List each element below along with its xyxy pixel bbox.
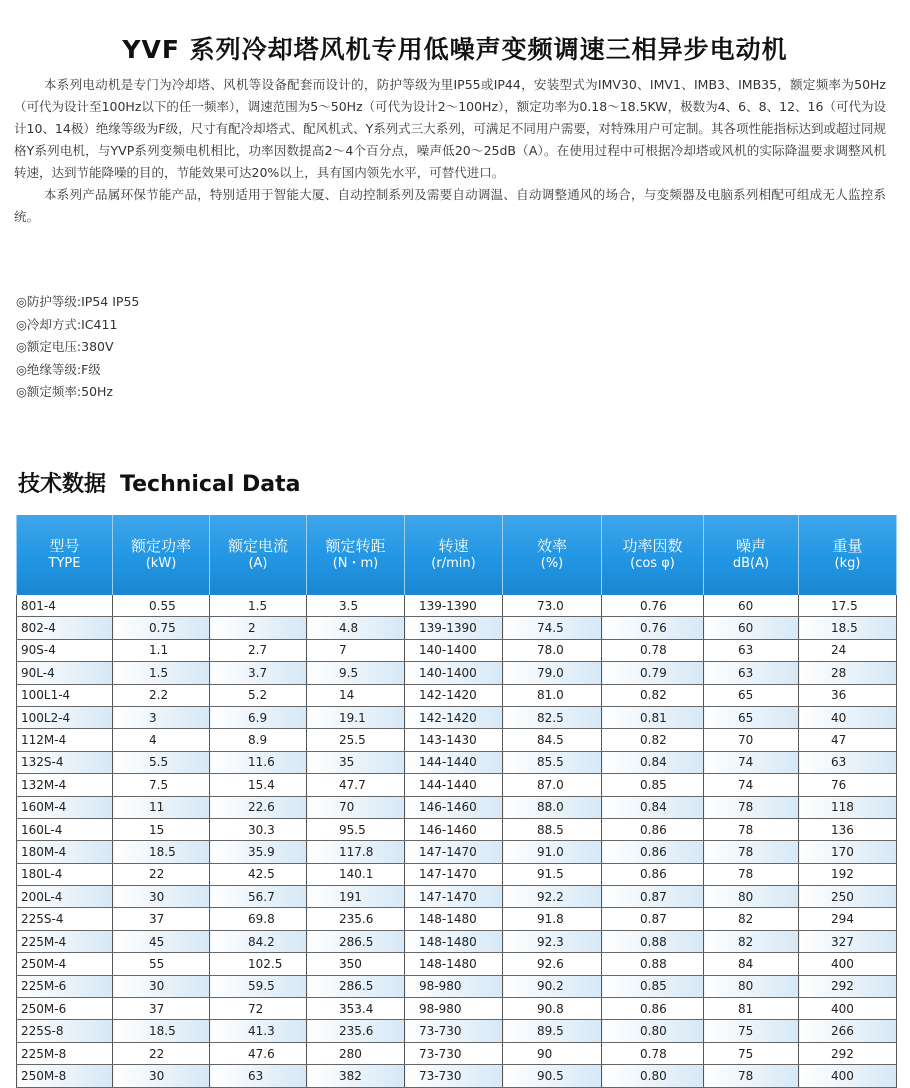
cell-power: 30: [113, 1065, 210, 1087]
table-row: [17, 617, 897, 639]
header-power-factor: [602, 515, 704, 595]
cell-power: 22: [113, 1042, 210, 1064]
cell-power-factor: 0.79: [602, 662, 704, 684]
cell-power: 55: [113, 953, 210, 975]
cell-speed: 144-1440: [405, 751, 503, 773]
cell-weight: 400: [799, 998, 897, 1020]
header-type: [17, 515, 113, 595]
header-power: [113, 515, 210, 595]
cell-speed: 142-1420: [405, 684, 503, 706]
cell-speed: 143-1430: [405, 729, 503, 751]
cell-torque: 280: [307, 1042, 405, 1064]
cell-power: 15: [113, 818, 210, 840]
header-efficiency-en: (%): [540, 556, 564, 571]
header-speed: [405, 515, 503, 595]
cell-type: 132M-4: [17, 774, 113, 796]
cell-power: 30: [113, 886, 210, 908]
cell-type: 250M-8: [17, 1065, 113, 1087]
cell-current: 5.2: [210, 684, 307, 706]
cell-speed: 148-1480: [405, 908, 503, 930]
cell-noise: 75: [704, 1042, 799, 1064]
cell-torque: 14: [307, 684, 405, 706]
cell-current: 2.7: [210, 639, 307, 661]
cell-power-factor: 0.84: [602, 796, 704, 818]
cell-efficiency: 87.0: [503, 774, 602, 796]
cell-efficiency: 84.5: [503, 729, 602, 751]
cell-weight: 400: [799, 953, 897, 975]
header-row: [17, 515, 897, 595]
cell-power-factor: 0.86: [602, 998, 704, 1020]
cell-torque: 70: [307, 796, 405, 818]
cell-weight: 118: [799, 796, 897, 818]
cell-power: 1.5: [113, 662, 210, 684]
intro-paragraph-2: 本系列产品属环保节能产品，特别适用于智能大厦、自动控制系列及需要自动调温、自动调整通风的场合，与变频器及电脑系列相配可组成无人监控系统。: [14, 187, 886, 224]
cell-type: 225M-4: [17, 930, 113, 952]
cell-power-factor: 0.87: [602, 908, 704, 930]
cell-type: 100L2-4: [17, 706, 113, 728]
cell-type: 90L-4: [17, 662, 113, 684]
intro-text: [14, 74, 886, 228]
cell-efficiency: 92.2: [503, 886, 602, 908]
header-current-en: (A): [248, 556, 268, 571]
cell-noise: 74: [704, 774, 799, 796]
cell-efficiency: 88.0: [503, 796, 602, 818]
cell-torque: 9.5: [307, 662, 405, 684]
section-heading-en: Technical Data: [120, 472, 301, 497]
cell-current: 56.7: [210, 886, 307, 908]
table-row: [17, 706, 897, 728]
cell-current: 6.9: [210, 706, 307, 728]
spec-voltage: ◎额定电压:380V: [16, 339, 114, 354]
cell-power-factor: 0.85: [602, 975, 704, 997]
cell-power: 45: [113, 930, 210, 952]
cell-speed: 73-730: [405, 1042, 503, 1064]
cell-torque: 4.8: [307, 617, 405, 639]
cell-efficiency: 92.6: [503, 953, 602, 975]
header-noise-en: dB(A): [732, 556, 770, 571]
cell-power: 18.5: [113, 1020, 210, 1042]
cell-current: 102.5: [210, 953, 307, 975]
cell-noise: 80: [704, 975, 799, 997]
cell-speed: 73-730: [405, 1020, 503, 1042]
cell-current: 47.6: [210, 1042, 307, 1064]
cell-current: 22.6: [210, 796, 307, 818]
header-weight-zh: 重量: [832, 537, 863, 555]
table-row: [17, 953, 897, 975]
table-row: [17, 886, 897, 908]
header-torque: [307, 515, 405, 595]
cell-efficiency: 78.0: [503, 639, 602, 661]
cell-torque: 35: [307, 751, 405, 773]
cell-speed: 140-1400: [405, 639, 503, 661]
table-row: [17, 639, 897, 661]
section-heading: [18, 467, 300, 498]
spec-protection: ◎防护等级:IP54 IP55: [16, 294, 140, 309]
cell-power-factor: 0.82: [602, 729, 704, 751]
cell-type: 225M-6: [17, 975, 113, 997]
cell-power-factor: 0.85: [602, 774, 704, 796]
cell-speed: 147-1470: [405, 863, 503, 885]
table-row: [17, 774, 897, 796]
cell-efficiency: 74.5: [503, 617, 602, 639]
cell-weight: 24: [799, 639, 897, 661]
cell-noise: 74: [704, 751, 799, 773]
cell-noise: 78: [704, 841, 799, 863]
cell-type: 225M-8: [17, 1042, 113, 1064]
cell-power-factor: 0.84: [602, 751, 704, 773]
cell-power-factor: 0.86: [602, 841, 704, 863]
header-noise: [704, 515, 799, 595]
header-current: [210, 515, 307, 595]
cell-noise: 84: [704, 953, 799, 975]
cell-weight: 76: [799, 774, 897, 796]
table-header: [17, 515, 897, 595]
cell-current: 8.9: [210, 729, 307, 751]
header-power-zh: 额定功率: [130, 537, 191, 555]
section-heading-zh: 技术数据: [18, 472, 107, 497]
cell-current: 72: [210, 998, 307, 1020]
cell-speed: 148-1480: [405, 953, 503, 975]
technical-data-table-wrapper: [16, 515, 896, 1088]
cell-efficiency: 90: [503, 1042, 602, 1064]
header-speed-zh: 转速: [438, 537, 469, 555]
cell-power-factor: 0.78: [602, 1042, 704, 1064]
cell-speed: 98-980: [405, 975, 503, 997]
cell-power-factor: 0.76: [602, 617, 704, 639]
table-row: [17, 975, 897, 997]
table-row: [17, 841, 897, 863]
cell-efficiency: 91.5: [503, 863, 602, 885]
cell-power: 4: [113, 729, 210, 751]
cell-efficiency: 91.8: [503, 908, 602, 930]
cell-efficiency: 91.0: [503, 841, 602, 863]
cell-power-factor: 0.88: [602, 930, 704, 952]
cell-noise: 75: [704, 1020, 799, 1042]
cell-power: 3: [113, 706, 210, 728]
cell-power-factor: 0.80: [602, 1020, 704, 1042]
header-type-en: TYPE: [48, 556, 81, 571]
cell-weight: 18.5: [799, 617, 897, 639]
cell-weight: 36: [799, 684, 897, 706]
table-row: [17, 998, 897, 1020]
cell-power-factor: 0.76: [602, 595, 704, 617]
header-noise-zh: 噪声: [735, 537, 766, 555]
intro-paragraph-1: 本系列电动机是专门为冷却塔、风机等设备配套而设计的，防护等级为里IP55或IP44，安装型式为IMV30、IMV1、IMB3、IMB35，额定频率为50Hz（可代为设计至100Hz以下的任一频率），调速范围为5～50Hz（可代为设计2～100Hz），额定功率为0.18～18.5KW，极数为4、6、8、12、16（可代为设计10、14极）绝缘等级为F级，尺寸有配冷却塔式、配风机式、Y系列式三大系列，可满足不同用户需要，对特殊用户可定制。其各项性能指标达到或超过同规格Y系列电机，与YVP系列变频电机相比，功率因数提高2～4个百分点，噪声低20～25dB（A）。在使用过程中可根据冷却塔或风机的实际降温要求调整风机转速，达到节能降噪的目的，节能效果可达20%以上，具有国内领先水平，可替代进口。: [14, 77, 886, 180]
cell-speed: 146-1460: [405, 796, 503, 818]
cell-efficiency: 88.5: [503, 818, 602, 840]
cell-efficiency: 89.5: [503, 1020, 602, 1042]
cell-torque: 350: [307, 953, 405, 975]
cell-current: 42.5: [210, 863, 307, 885]
table-body: [17, 595, 897, 1087]
cell-power-factor: 0.80: [602, 1065, 704, 1087]
cell-torque: 117.8: [307, 841, 405, 863]
cell-torque: 235.6: [307, 908, 405, 930]
cell-speed: 144-1440: [405, 774, 503, 796]
cell-torque: 191: [307, 886, 405, 908]
cell-speed: 139-1390: [405, 617, 503, 639]
table-row: [17, 684, 897, 706]
cell-weight: 250: [799, 886, 897, 908]
cell-efficiency: 90.2: [503, 975, 602, 997]
spec-cooling: ◎冷却方式:IC411: [16, 316, 118, 332]
cell-type: 802-4: [17, 617, 113, 639]
cell-current: 30.3: [210, 818, 307, 840]
cell-speed: 98-980: [405, 998, 503, 1020]
cell-noise: 70: [704, 729, 799, 751]
cell-speed: 139-1390: [405, 595, 503, 617]
header-speed-en: (r/min): [431, 556, 476, 571]
table-row: [17, 818, 897, 840]
cell-efficiency: 79.0: [503, 662, 602, 684]
header-power-en: (kW): [145, 556, 177, 571]
cell-speed: 147-1470: [405, 841, 503, 863]
cell-power: 0.55: [113, 595, 210, 617]
cell-speed: 73-730: [405, 1065, 503, 1087]
cell-type: 801-4: [17, 595, 113, 617]
header-power-factor-zh: 功率因数: [622, 537, 683, 555]
cell-weight: 63: [799, 751, 897, 773]
cell-power: 5.5: [113, 751, 210, 773]
table-row: [17, 662, 897, 684]
cell-weight: 40: [799, 706, 897, 728]
header-weight-en: (kg): [834, 556, 861, 571]
cell-power: 2.2: [113, 684, 210, 706]
cell-weight: 192: [799, 863, 897, 885]
cell-efficiency: 81.0: [503, 684, 602, 706]
cell-efficiency: 82.5: [503, 706, 602, 728]
table-row: [17, 908, 897, 930]
cell-efficiency: 85.5: [503, 751, 602, 773]
cell-noise: 60: [704, 595, 799, 617]
cell-speed: 148-1480: [405, 930, 503, 952]
cell-current: 11.6: [210, 751, 307, 773]
cell-noise: 63: [704, 662, 799, 684]
cell-type: 250M-6: [17, 998, 113, 1020]
cell-type: 225S-8: [17, 1020, 113, 1042]
cell-efficiency: 90.8: [503, 998, 602, 1020]
cell-efficiency: 90.5: [503, 1065, 602, 1087]
cell-current: 35.9: [210, 841, 307, 863]
header-current-zh: 额定电流: [227, 537, 288, 555]
header-torque-en: (N・m): [332, 556, 379, 571]
spec-list: [16, 291, 139, 404]
table-row: [17, 863, 897, 885]
cell-noise: 78: [704, 1065, 799, 1087]
cell-power-factor: 0.87: [602, 886, 704, 908]
cell-power-factor: 0.88: [602, 953, 704, 975]
cell-power-factor: 0.78: [602, 639, 704, 661]
header-efficiency-zh: 效率: [536, 537, 567, 555]
cell-type: 250M-4: [17, 953, 113, 975]
cell-speed: 140-1400: [405, 662, 503, 684]
cell-power-factor: 0.81: [602, 706, 704, 728]
cell-current: 69.8: [210, 908, 307, 930]
cell-type: 132S-4: [17, 751, 113, 773]
cell-type: 160M-4: [17, 796, 113, 818]
cell-torque: 95.5: [307, 818, 405, 840]
cell-type: 225S-4: [17, 908, 113, 930]
header-torque-zh: 额定转距: [325, 537, 386, 555]
technical-data-table: [16, 515, 897, 1088]
table-row: [17, 1065, 897, 1087]
cell-type: 200L-4: [17, 886, 113, 908]
table-row: [17, 751, 897, 773]
cell-power: 18.5: [113, 841, 210, 863]
cell-power: 37: [113, 998, 210, 1020]
cell-current: 41.3: [210, 1020, 307, 1042]
header-power-factor-en: (cos φ): [630, 556, 675, 571]
cell-speed: 146-1460: [405, 818, 503, 840]
cell-speed: 147-1470: [405, 886, 503, 908]
cell-noise: 81: [704, 998, 799, 1020]
cell-power: 11: [113, 796, 210, 818]
cell-type: 100L1-4: [17, 684, 113, 706]
cell-power: 37: [113, 908, 210, 930]
cell-efficiency: 92.3: [503, 930, 602, 952]
cell-weight: 266: [799, 1020, 897, 1042]
cell-noise: 78: [704, 796, 799, 818]
cell-power: 22: [113, 863, 210, 885]
cell-torque: 353.4: [307, 998, 405, 1020]
cell-noise: 80: [704, 886, 799, 908]
cell-noise: 82: [704, 908, 799, 930]
cell-weight: 28: [799, 662, 897, 684]
table-row: [17, 1020, 897, 1042]
cell-current: 63: [210, 1065, 307, 1087]
cell-type: 90S-4: [17, 639, 113, 661]
cell-torque: 47.7: [307, 774, 405, 796]
table-row: [17, 595, 897, 617]
cell-weight: 400: [799, 1065, 897, 1087]
header-type-zh: 型号: [49, 537, 80, 555]
cell-type: 180L-4: [17, 863, 113, 885]
cell-noise: 78: [704, 818, 799, 840]
page-title: YVF 系列冷却塔风机专用低噪声变频调速三相异步电动机: [122, 35, 788, 64]
cell-current: 84.2: [210, 930, 307, 952]
cell-noise: 63: [704, 639, 799, 661]
cell-current: 3.7: [210, 662, 307, 684]
cell-power: 7.5: [113, 774, 210, 796]
cell-noise: 65: [704, 706, 799, 728]
table-row: [17, 729, 897, 751]
cell-weight: 327: [799, 930, 897, 952]
cell-torque: 286.5: [307, 930, 405, 952]
cell-torque: 382: [307, 1065, 405, 1087]
cell-power-factor: 0.86: [602, 818, 704, 840]
cell-torque: 235.6: [307, 1020, 405, 1042]
table-row: [17, 796, 897, 818]
header-efficiency: [503, 515, 602, 595]
cell-current: 15.4: [210, 774, 307, 796]
cell-weight: 136: [799, 818, 897, 840]
cell-weight: 47: [799, 729, 897, 751]
spec-insulation: ◎绝缘等级:F级: [16, 361, 101, 377]
spec-frequency: ◎额定频率:50Hz: [16, 384, 113, 399]
cell-power: 30: [113, 975, 210, 997]
cell-weight: 292: [799, 1042, 897, 1064]
cell-speed: 142-1420: [405, 706, 503, 728]
cell-current: 59.5: [210, 975, 307, 997]
cell-noise: 82: [704, 930, 799, 952]
cell-torque: 286.5: [307, 975, 405, 997]
cell-torque: 19.1: [307, 706, 405, 728]
cell-torque: 7: [307, 639, 405, 661]
cell-power: 0.75: [113, 617, 210, 639]
cell-weight: 294: [799, 908, 897, 930]
cell-noise: 60: [704, 617, 799, 639]
cell-noise: 78: [704, 863, 799, 885]
cell-efficiency: 73.0: [503, 595, 602, 617]
cell-noise: 65: [704, 684, 799, 706]
cell-power-factor: 0.86: [602, 863, 704, 885]
header-weight: [799, 515, 897, 595]
table-row: [17, 930, 897, 952]
cell-current: 1.5: [210, 595, 307, 617]
cell-type: 160L-4: [17, 818, 113, 840]
cell-torque: 140.1: [307, 863, 405, 885]
cell-power: 1.1: [113, 639, 210, 661]
table-row: [17, 1042, 897, 1064]
cell-power-factor: 0.82: [602, 684, 704, 706]
cell-type: 112M-4: [17, 729, 113, 751]
cell-weight: 170: [799, 841, 897, 863]
cell-torque: 25.5: [307, 729, 405, 751]
cell-weight: 292: [799, 975, 897, 997]
cell-weight: 17.5: [799, 595, 897, 617]
cell-torque: 3.5: [307, 595, 405, 617]
cell-type: 180M-4: [17, 841, 113, 863]
cell-current: 2: [210, 617, 307, 639]
